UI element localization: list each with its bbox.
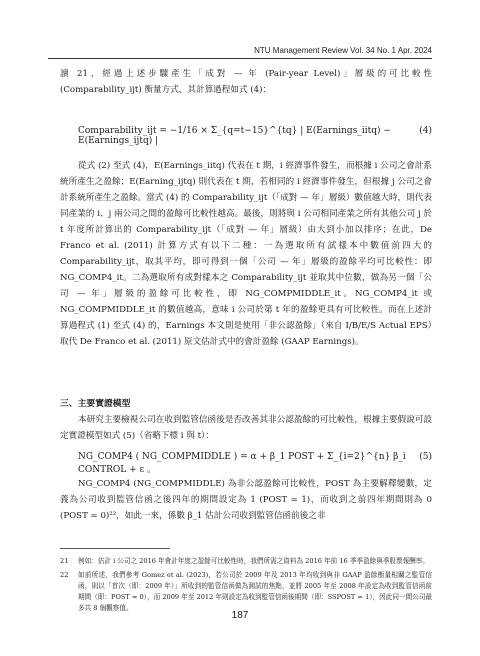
page-number: 187 [231, 610, 249, 621]
paragraph-3 [60, 412, 432, 444]
footnote-rule [60, 548, 170, 549]
equation-5 [78, 452, 432, 475]
paragraph-4-text: NG_COMP4 (NG_COMPMIDDLE) 為非公認盈餘可比較性，POST 為主要解釋變數，定義為公司收到監管信函之後四年的期間設定為 1 (POST = 1)，而收到之前四年期間則為 0 (POST = 0)²²，如此一來，係數 β_1 估計公司收到監管信函前後之非 [60, 479, 432, 521]
footnote-number: 22 [60, 571, 69, 579]
paragraph-2-text: 從式 (2) 至式 (4)，E(Earnings_iitq) 代表在 t 期，i 經濟事件發生，而根據 i 公司之會計系統所產生之盈餘；E(Earning_ijtq) 則代表在 t 期，若相同的 i 經濟事件發生，但根據 j 公司之會計系統所產生之盈餘。當式 (4) 的 Comparability_ijt（「成對 — 年」層級）數值越大時，則代表同產業的 i、j 兩公司之間的盈餘可比較性越高。最後，則將與 i 公司相同產業之所有其他公司 j 於 t 年度所計算出的 Comparability_ijt（「成對 — 年」層級）由大到小加以排序；在此，De Franco et al. (2011) 計算方式有以下二種：一為選取所有試樣本中數值前四大的 Comparability_ijt，取其平均，即可得到一個「公司 — 年」層級的盈餘平均可比較性：即 NG_COMP4_it。二為選取所有成對樣本之 Comparability_ijt 並取其中位數，做為另一個「公司 — 年」層級的盈餘可比較性，即 NG_COMPMIDDLE_it。NG_COMP4_it 或 NG_COMPMIDDLE_it 的數值越高，意味 i 公司於第 t 年的盈餘更具有可比較性。而在上述計算過程式 (1) 至式 (4) 的，Earnings 本文則是使用「非公認盈餘」（來自 I/B/E/S Actual EPS）取代 De Franco et al. (2011) 原文估計式中的會計盈餘 (GAAP Earnings)。 [60, 161, 432, 347]
equation-5-formula: NG_COMP4 ( NG_COMPMIDDLE ) = α + β_1 POST + Σ_{i=2}^{n} β_i CONTROL + ε 。 [78, 452, 406, 475]
section-title: 三、主要實證模型 [60, 399, 131, 409]
running-head: NTU Management Review Vol. 34 No. 1 Apr. 2024 [254, 46, 432, 55]
paragraph-2 [60, 158, 432, 350]
intro-text: 讀 21，經過上述步驟產生「成對 — 年 (Pair-year Level)」層級的可比較性 (Comparability_ijt) 衡量方式，其計算過程如式 (4)： [60, 69, 432, 95]
header-rule [48, 58, 432, 59]
equation-4 [78, 126, 432, 146]
footnote-text: 如前所述，我們參考 Gomez et al. (2023)，若公司於 2009 年及 2013 年均收到與非 GAAP 盈餘衡量相關之監管信函，則以「首次（即：2009 年）」所收到的監管信函做為測試的焦點，並將 2005 年至 2008 年設定為收到監管信函前期間（即：POST = 0），而 2009 年至 2012 年則設定為收到監管信函後期間（即：SSPOST = 1），因此同一間公司最多共 8 個觀察值。 [78, 571, 432, 612]
footnotes [60, 556, 432, 617]
footnote-21 [60, 556, 432, 567]
footnote-22 [60, 570, 432, 614]
paragraph-4 [60, 476, 432, 524]
equation-4-formula: Comparability_ijt = −1/16 × Σ_{q=t−15}^{tq} | E(Earnings_iitq) − E(Earnings_ijtq) | [78, 126, 391, 146]
paragraph-3-text: 本研究主要檢視公司在收到監管信函後是否改善其非公認盈餘的可比較性，根據主要假說可設定實證模型如式 (5)（省略下標 i 與 t）： [60, 415, 432, 441]
footnote-text: 例如：估計 i 公司之 2016 年會計年度之盈餘可比較性時，我們所需之資料為 2016 年前 16 季季盈餘與季股票報酬率。 [78, 557, 429, 565]
equation-5-number: (5) [419, 452, 432, 462]
footnote-number: 21 [60, 557, 69, 565]
intro-paragraph [60, 66, 432, 98]
equation-4-number: (4) [419, 126, 432, 136]
